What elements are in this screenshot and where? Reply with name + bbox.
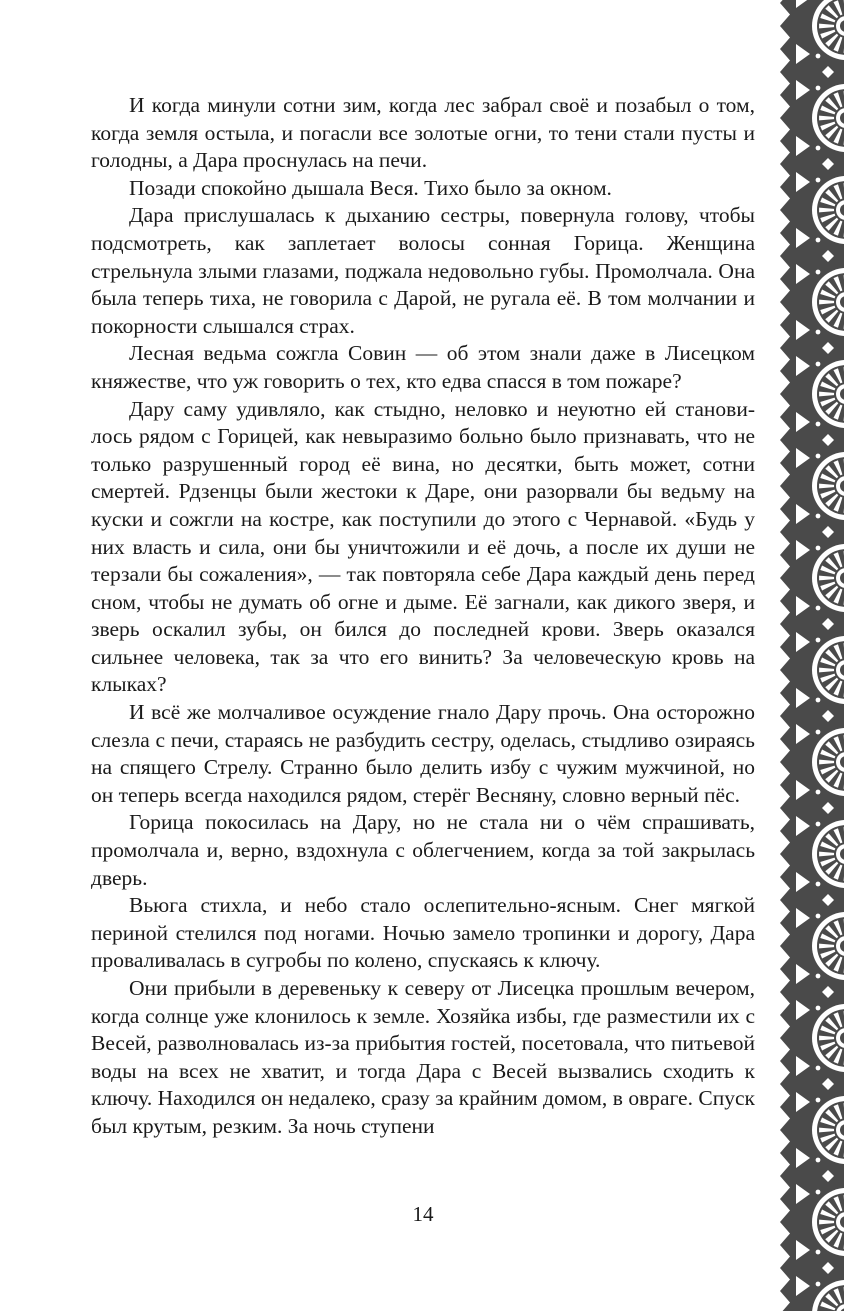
paragraph: Они прибыли в деревеньку к северу от Лисецка прошлым вечером, когда солнце уже клонилось к земле. Хозяйка избы, где разместили их с Весей, разволновалась из-за прибытия гостей, посетовала, что питьевой воды на всех не хватит, и тогда Дара с Весей вызвались сходить к ключу. Находился он недалеко, сразу за крайним домом, в овраге. Спуск был крутым, резким. За ночь ступени <box>91 976 755 1138</box>
dot-motif <box>816 1066 821 1071</box>
dot-motif <box>816 822 821 827</box>
dot-motif <box>816 146 821 151</box>
paragraph: И когда минули сотни зим, когда лес забрал своё и позабыл о том, когда земля остыла, и погасли все золотые огни, то тени стали пусты и голодны, а Дара проснулась на печи. <box>91 93 755 173</box>
dot-motif <box>816 1098 821 1103</box>
dot-motif <box>816 270 821 275</box>
dot-motif <box>816 238 821 243</box>
dot-motif <box>816 638 821 643</box>
paragraph: Дару саму удивляло, как стыдно, неловко и неуютно ей становилось рядом с Горицей, как невыразимо больно было признавать, что не только разрушенный город её вина, но десятки, быть может, сотни смертей. Рдзенцы были жестоки к Даре, они разорвали бы ведьму на куски и сожгли на костре, как поступили до этого с Чернавой. «Будь у них власть и сила, они бы уничтожили и её дочь, а после их души не терзали бы сожаления», — так повторяла себе Дара каждый день перед сном, чтобы не думать об огне и дыме. Её загнали, как дикого зверя, и зверь оскалил зубы, он бился до последней крови. Зверь оказался сильнее человека, так за что его винить? За человеческую кровь на клыках? <box>91 396 755 697</box>
paragraph: Горица покосилась на Дару, но не стала ни о чём спрашивать, промолчала и, верно, вздохнула с облегчением, когда за той закрылась дверь. <box>91 810 755 890</box>
ornament-border-icon <box>780 0 844 1311</box>
dot-motif <box>816 974 821 979</box>
paragraph: Вьюга стихла, и небо стало ослепительно-ясным. Снег мягкой периной стелился под ногами. Ночью замело тропинки и дорогу, Дара проваливалась в сугробы по колено, спускаясь к ключу. <box>91 893 755 973</box>
dot-motif <box>816 546 821 551</box>
dot-motif <box>816 330 821 335</box>
page-number: 14 <box>412 1202 434 1226</box>
dot-motif <box>816 1190 821 1195</box>
body-text <box>91 92 755 1141</box>
dot-motif <box>816 1250 821 1255</box>
dot-motif <box>816 454 821 459</box>
dot-motif <box>816 362 821 367</box>
paragraph: Лесная ведьма сожгла Совин — об этом знали даже в Лисецком княжестве, что уж говорить о тех, кто едва спасся в том пожаре? <box>91 341 755 393</box>
dot-motif <box>816 1158 821 1163</box>
dot-motif <box>816 730 821 735</box>
paragraph: Дара прислушалась к дыханию сестры, повернула голову, чтобы подсмотреть, как заплетает волосы сонная Горица. Женщина стрельнула злыми глазами, поджала недовольно губы. Промолчала. Она была теперь тиха, не говорила с Дарой, не ругала её. В том молчании и покорности слышался страх. <box>91 203 755 338</box>
paragraph: Позади спокойно дышала Веся. Тихо было за окном. <box>129 175 612 200</box>
dot-motif <box>816 698 821 703</box>
dot-motif <box>816 514 821 519</box>
dot-motif <box>816 1006 821 1011</box>
paragraph: И всё же молчаливое осуждение гнало Дару прочь. Она осторожно слезла с печи, стараясь не разбудить сестру, оделась, стыдливо озираясь на спящего Стрелу. Странно было делить избу с чужим мужчиной, но он теперь всегда находился рядом, стерёг Весняну, словно верный пёс. <box>91 700 755 807</box>
dot-motif <box>816 914 821 919</box>
dot-motif <box>816 422 821 427</box>
dot-motif <box>816 882 821 887</box>
dot-motif <box>816 86 821 91</box>
dot-motif <box>816 178 821 183</box>
dot-motif <box>816 54 821 59</box>
dot-motif <box>816 606 821 611</box>
dot-motif <box>816 1282 821 1287</box>
folk-pattern-icon <box>780 0 844 1311</box>
dot-motif <box>816 790 821 795</box>
